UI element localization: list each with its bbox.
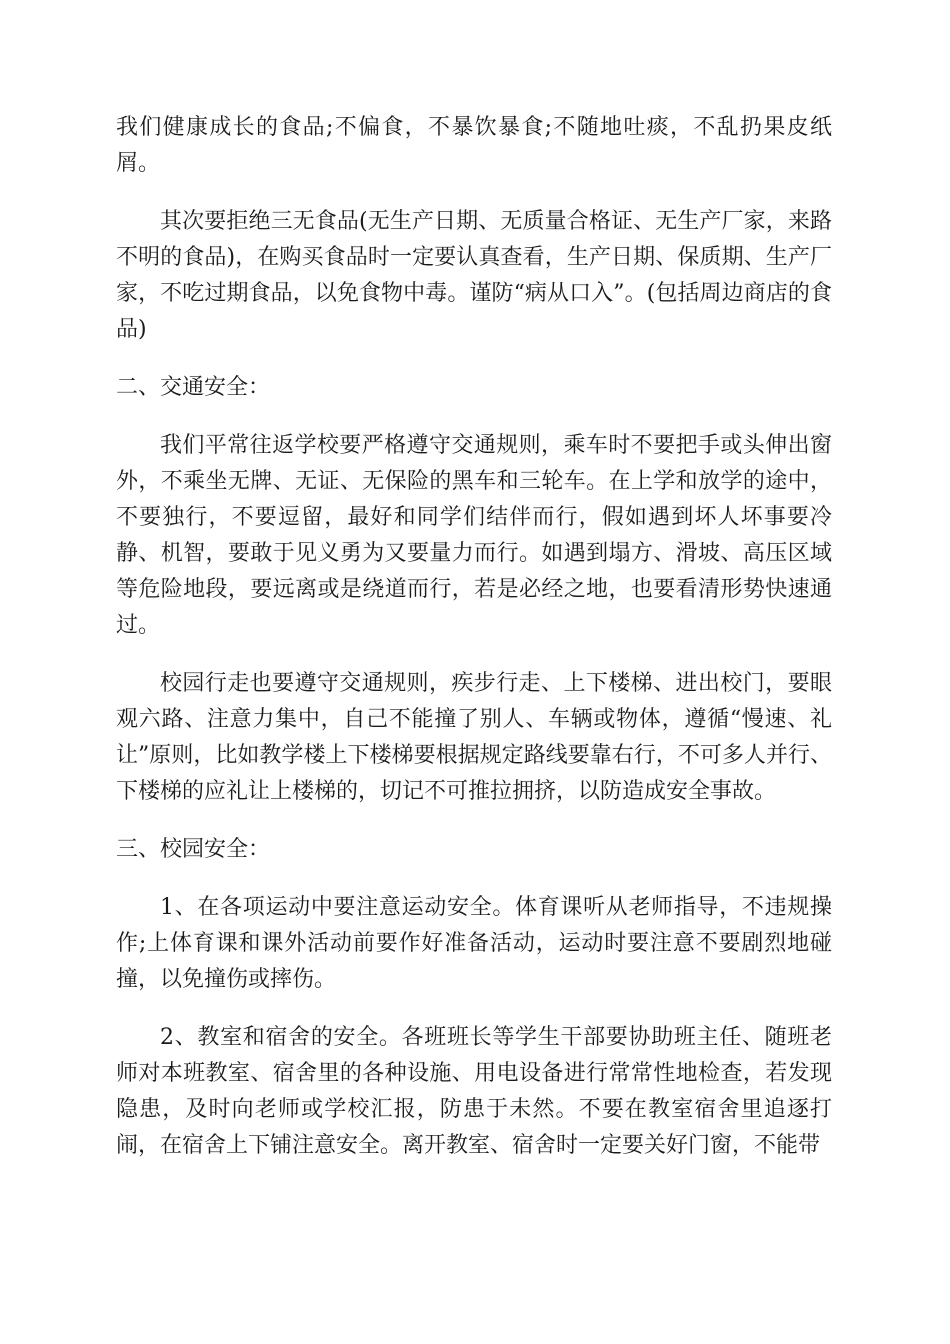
paragraph-sports-safety: 1、在各项运动中要注意运动安全。体育课听从老师指导，不违规操作;上体育课和课外活动前要作好准备活动，运动时要注意不要剧烈地碰撞，以免撞伤或摔伤。 [116,895,832,992]
paragraph-campus-walking: 校园行走也要遵守交通规则，疾步行走、上下楼梯、进出校门，要眼观六路、注意力集中，自己不能撞了别人、车辆或物体，遵循“慢速、礼让”原则，比如教学楼上下楼梯要根据规定路线要靠右行，不可多人并行、下楼梯的应礼让上楼梯的，切记不可推拉拥挤，以防造成安全事故。 [116,671,832,804]
paragraph-classroom-dorm-safety: 2、教室和宿舍的安全。各班班长等学生干部要协助班主任、随班老师对本班教室、宿舍里的各种设施、用电设备进行常常性地检查，若发现隐患，及时向老师或学校汇报，防患于未然。不要在教室宿舍里追逐打闹，在宿舍上下铺注意安全。离开教室、宿舍时一定要关好门窗，不能带 [116,1025,832,1158]
document-page [116,110,832,1186]
heading-campus-safety: 三、校园安全： [116,837,271,862]
paragraph-traffic-rules: 我们平常往返学校要严格遵守交通规则，乘车时不要把手或头伸出窗外，不乘坐无牌、无证、无保险的黑车和三轮车。在上学和放学的途中，不要独行，不要逗留，最好和同学们结伴而行，假如遇到坏人坏事要冷静、机智，要敢于见义勇为又要量力而行。如遇到塌方、滑坡、高压区域等危险地段，要远离或是绕道而行，若是必经之地，也要看清形势快速通过。 [116,433,832,638]
paragraph-three-no-food: 其次要拒绝三无食品(无生产日期、无质量合格证、无生产厂家，来路不明的食品)，在购买食品时一定要认真查看，生产日期、保质期、生产厂家，不吃过期食品，以免食物中毒。谨防“病从口入”。(包括周边商店的食品) [116,209,832,342]
heading-traffic-safety: 二、交通安全： [116,375,271,400]
paragraph-food-habits: 我们健康成长的食品;不偏食，不暴饮暴食;不随地吐痰，不乱扔果皮纸屑。 [116,115,832,176]
